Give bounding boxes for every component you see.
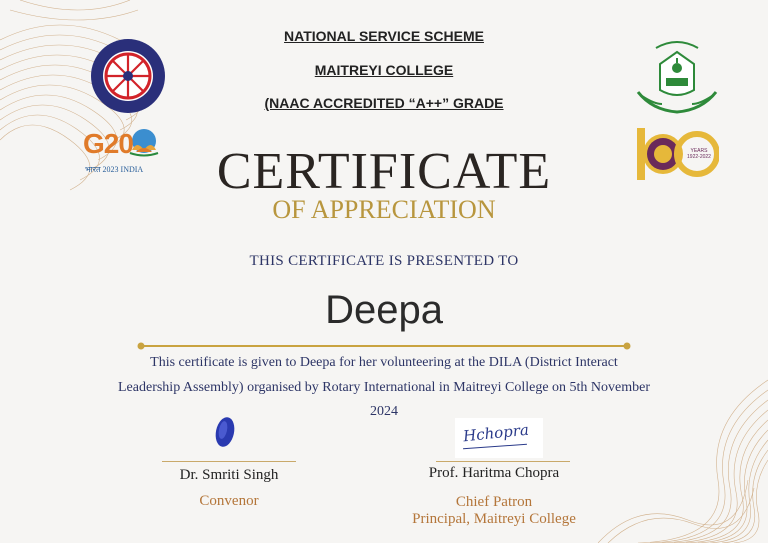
convenor-role: Convenor [199, 493, 259, 509]
certificate-subtitle: OF APPRECIATION [272, 195, 496, 224]
patron-role-principal: Principal, Maitreyi College [412, 511, 576, 527]
certificate-body: This certificate is given to Deepa for her volunteering at the DILA (District Interact Leadership Assembly) organised by Rotary International in Maitreyi College on 5th November 2024 [118, 355, 651, 419]
recipient-name: Deepa [325, 288, 443, 332]
patron-role: Chief Patron [455, 494, 533, 510]
century-logo-text: YEARS 1922-2022 [687, 148, 711, 160]
g20-logo-main: G20 [83, 128, 133, 159]
convenor-signature-line [162, 461, 296, 462]
nss-logo [90, 38, 166, 114]
patron-signature-underline [463, 444, 527, 449]
patron-name: Prof. Haritma Chopra [428, 465, 560, 481]
g20-logo-sub: भारत 2023 INDIA [85, 165, 144, 174]
presented-to-label: THIS CERTIFICATE IS PRESENTED TO [249, 253, 519, 269]
college-emblem [632, 34, 722, 118]
convenor-signature [210, 414, 240, 450]
patron-signature-box [455, 418, 543, 458]
patron-signature-line [436, 461, 570, 462]
header-college: MAITREYI COLLEGE [314, 62, 454, 78]
header-scheme: NATIONAL SERVICE SCHEME [284, 28, 484, 44]
header-accreditation: (NAAC ACCREDITED “A++” GRADE [264, 95, 504, 111]
certificate-title: CERTIFICATE [216, 143, 552, 200]
convenor-name: Dr. Smriti Singh [179, 467, 279, 483]
patron-signature: Hchopra [462, 420, 530, 446]
